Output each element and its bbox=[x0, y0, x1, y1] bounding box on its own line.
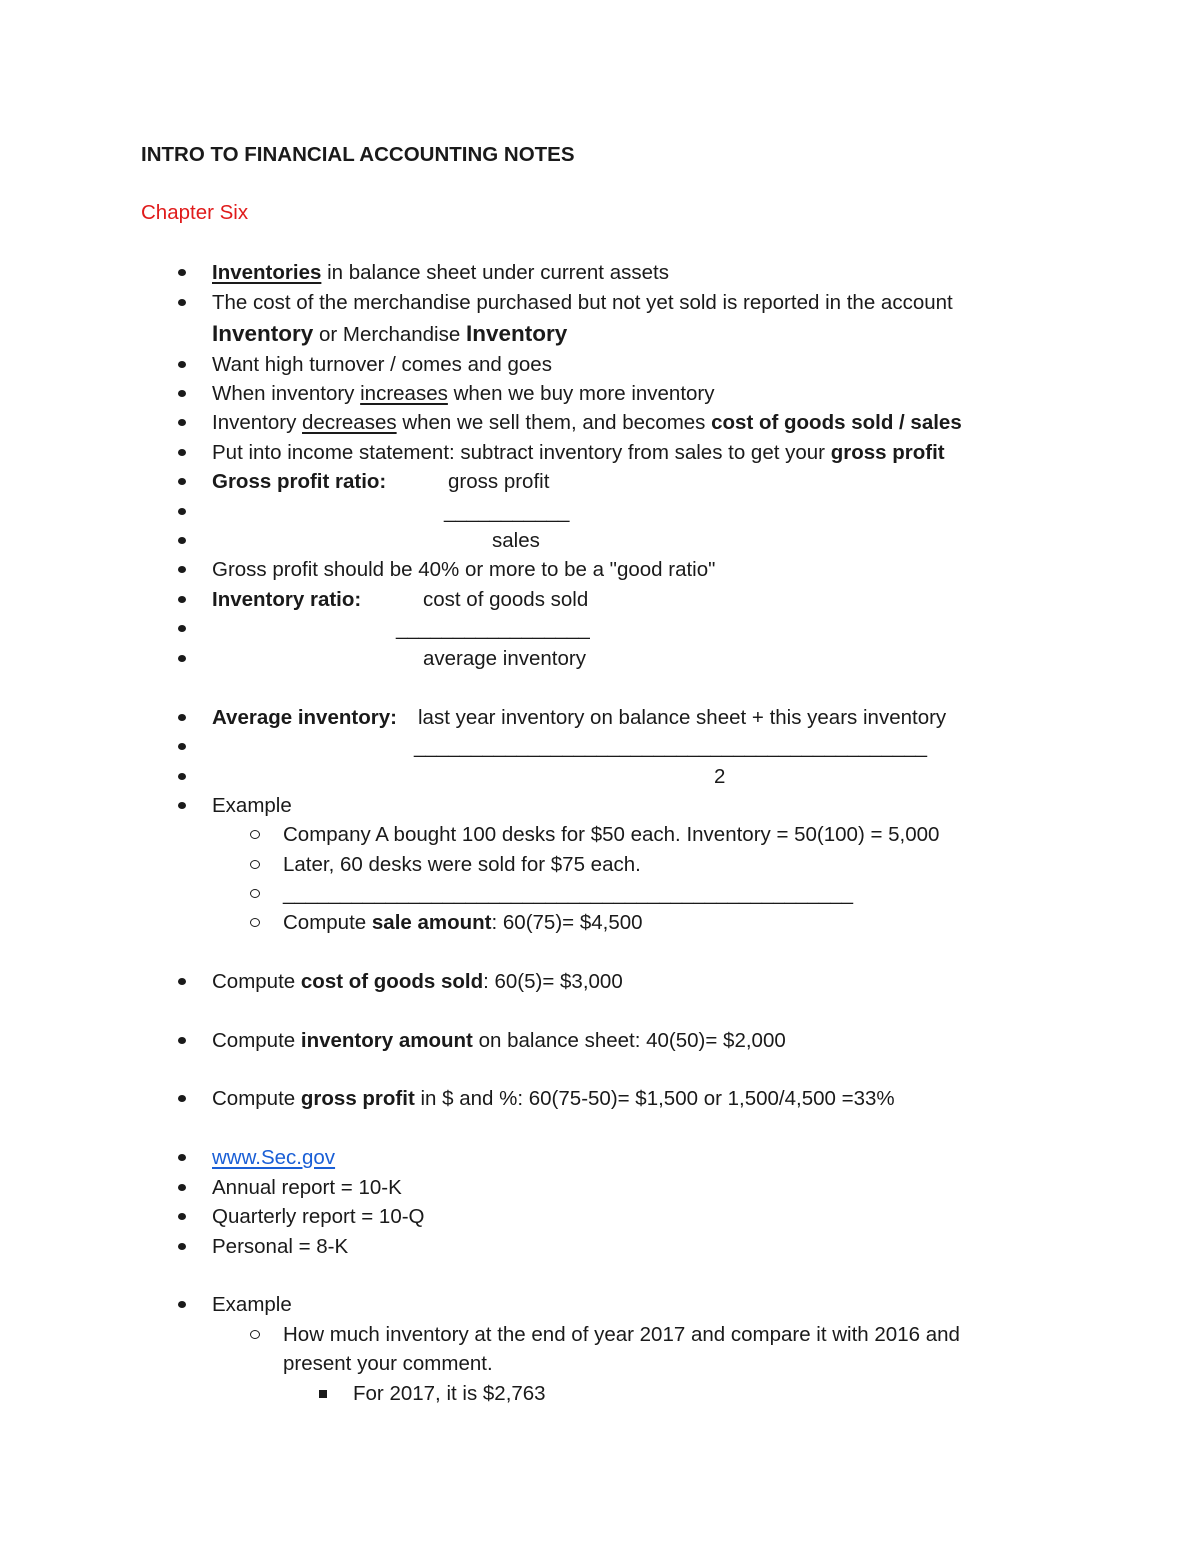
list-item-text: Gross profit should be 40% or more to be a "good ratio" bbox=[212, 558, 716, 581]
list-item-text: The cost of the merchandise purchased but not yet sold is reported in the account bbox=[212, 291, 953, 314]
formula-numerator: last year inventory on balance sheet + this years inventory bbox=[418, 706, 947, 729]
list-item bbox=[0, 1084, 1200, 1113]
list-item bbox=[0, 379, 1200, 408]
list-item-text: Compute bbox=[212, 1029, 301, 1052]
bullet-icon bbox=[177, 585, 187, 614]
sec-link[interactable]: www.Sec.gov bbox=[212, 1146, 336, 1169]
formula-numerator: gross profit bbox=[448, 470, 550, 493]
list-item-text: Compute bbox=[212, 1087, 301, 1110]
list-item-text: when we sell them, and becomes bbox=[396, 411, 712, 434]
hollow-bullet-icon bbox=[249, 850, 261, 879]
separator-rule: __________________________________________________ bbox=[283, 882, 854, 905]
bullet-icon bbox=[177, 1232, 187, 1261]
formula-label: Inventory ratio: bbox=[212, 588, 362, 611]
formula-label: Average inventory: bbox=[212, 706, 397, 729]
bullet-icon bbox=[177, 288, 187, 317]
bullet-icon bbox=[177, 1290, 187, 1319]
list-item bbox=[0, 408, 1200, 437]
list-item-text: When inventory bbox=[212, 382, 361, 405]
list-item bbox=[0, 1173, 1200, 1202]
fraction-bar: ___________ bbox=[444, 500, 570, 523]
list-item bbox=[0, 350, 1200, 379]
list-item bbox=[0, 438, 1200, 467]
bullet-icon bbox=[177, 1143, 187, 1172]
fraction-bar: _____________________________________________ bbox=[414, 735, 928, 758]
list-item bbox=[0, 762, 1200, 791]
list-item-text: : 60(5)= $3,000 bbox=[483, 970, 623, 993]
bullet-icon bbox=[177, 703, 187, 732]
bullet-icon bbox=[177, 762, 187, 791]
list-item-text: Quarterly report = 10-Q bbox=[212, 1205, 425, 1228]
sub-list-item bbox=[0, 1320, 1200, 1349]
list-item bbox=[0, 288, 1200, 317]
list-item bbox=[0, 614, 1200, 643]
bold-term: inventory amount bbox=[300, 1029, 473, 1052]
bullet-icon bbox=[177, 1173, 187, 1202]
bullet-icon bbox=[177, 1202, 187, 1231]
list-item-text: Compute bbox=[212, 970, 301, 993]
bullet-icon bbox=[177, 1026, 187, 1055]
list-item-text: on balance sheet: 40(50)= $2,000 bbox=[472, 1029, 786, 1052]
list-item bbox=[0, 1232, 1200, 1261]
list-item bbox=[0, 703, 1200, 732]
list-item bbox=[0, 1143, 1200, 1172]
list-item-text: Example bbox=[212, 1293, 292, 1316]
sub-list-item bbox=[0, 879, 1200, 908]
bullet-icon bbox=[177, 258, 187, 287]
list-item bbox=[0, 467, 1200, 496]
bullet-icon bbox=[177, 614, 187, 643]
list-item bbox=[0, 967, 1200, 996]
bullet-icon bbox=[177, 732, 187, 761]
bullet-icon bbox=[177, 408, 187, 437]
bullet-icon bbox=[177, 379, 187, 408]
document-title: INTRO TO FINANCIAL ACCOUNTING NOTES bbox=[141, 143, 575, 166]
bullet-icon bbox=[177, 555, 187, 584]
formula-denominator: average inventory bbox=[423, 647, 586, 670]
underlined-word: increases bbox=[360, 382, 448, 405]
list-item-text: Personal = 8-K bbox=[212, 1235, 349, 1258]
list-item bbox=[0, 258, 1200, 287]
bold-term: sale amount bbox=[371, 911, 492, 934]
list-item-text: : 60(75)= $4,500 bbox=[491, 911, 643, 934]
term-merchandise-inventory: Inventory bbox=[465, 321, 568, 346]
formula-denominator: sales bbox=[492, 529, 540, 552]
list-item-text: or Merchandise bbox=[313, 323, 466, 346]
list-item bbox=[0, 555, 1200, 584]
list-item bbox=[0, 1202, 1200, 1231]
list-item bbox=[0, 1026, 1200, 1055]
list-item-text: Inventory bbox=[212, 411, 303, 434]
list-item-text: Example bbox=[212, 794, 292, 817]
bullet-icon bbox=[177, 644, 187, 673]
formula-denominator: 2 bbox=[714, 765, 726, 788]
formula-numerator: cost of goods sold bbox=[423, 588, 589, 611]
sub-list-item-continuation bbox=[0, 1349, 1200, 1378]
fraction-bar: _________________ bbox=[396, 617, 590, 640]
sub-sub-list-item bbox=[0, 1379, 1200, 1408]
list-item-text: in $ and %: 60(75-50)= $1,500 or 1,500/4,500 =33% bbox=[414, 1087, 895, 1110]
hollow-bullet-icon bbox=[249, 820, 261, 849]
list-item bbox=[0, 497, 1200, 526]
list-item bbox=[0, 732, 1200, 761]
list-item-text: Annual report = 10-K bbox=[212, 1176, 402, 1199]
bullet-icon bbox=[177, 791, 187, 820]
bold-term: cost of goods sold bbox=[300, 970, 484, 993]
bullet-icon bbox=[177, 350, 187, 379]
sub-list-item bbox=[0, 908, 1200, 937]
bullet-icon bbox=[177, 497, 187, 526]
list-item-text: Later, 60 desks were sold for $75 each. bbox=[283, 853, 641, 876]
term-inventories: Inventories bbox=[212, 261, 322, 284]
bullet-icon bbox=[177, 467, 187, 496]
sub-list-item bbox=[0, 820, 1200, 849]
bullet-icon bbox=[177, 967, 187, 996]
bold-term: gross profit bbox=[830, 441, 945, 464]
term-inventory: Inventory bbox=[212, 321, 314, 346]
chapter-heading: Chapter Six bbox=[141, 201, 249, 224]
list-item-text: in balance sheet under current assets bbox=[321, 261, 669, 284]
list-item bbox=[0, 526, 1200, 555]
underlined-word: decreases bbox=[302, 411, 397, 434]
bullet-icon bbox=[177, 438, 187, 467]
hollow-bullet-icon bbox=[249, 879, 261, 908]
list-item-text: Want high turnover / comes and goes bbox=[212, 353, 552, 376]
bullet-icon bbox=[177, 526, 187, 555]
hollow-bullet-icon bbox=[249, 1320, 261, 1349]
list-item-text: Company A bought 100 desks for $50 each. Inventory = 50(100) = 5,000 bbox=[283, 823, 940, 846]
list-item bbox=[0, 585, 1200, 614]
bold-term: gross profit bbox=[300, 1087, 415, 1110]
square-bullet-icon bbox=[319, 1379, 329, 1408]
sub-list-item bbox=[0, 850, 1200, 879]
list-item-text: present your comment. bbox=[283, 1352, 493, 1375]
list-item bbox=[0, 1290, 1200, 1319]
bullet-icon bbox=[177, 1084, 187, 1113]
list-item-continuation bbox=[0, 318, 1200, 350]
list-item bbox=[0, 644, 1200, 673]
list-item-text: For 2017, it is $2,763 bbox=[353, 1382, 546, 1405]
list-item-text: when we buy more inventory bbox=[447, 382, 715, 405]
list-item-text: Compute bbox=[283, 911, 372, 934]
bold-term: cost of goods sold / sales bbox=[711, 411, 962, 434]
hollow-bullet-icon bbox=[249, 908, 261, 937]
list-item bbox=[0, 791, 1200, 820]
list-item-text: Put into income statement: subtract inventory from sales to get your bbox=[212, 441, 831, 464]
list-item-text: How much inventory at the end of year 2017 and compare it with 2016 and bbox=[283, 1323, 960, 1346]
formula-label: Gross profit ratio: bbox=[212, 470, 387, 493]
